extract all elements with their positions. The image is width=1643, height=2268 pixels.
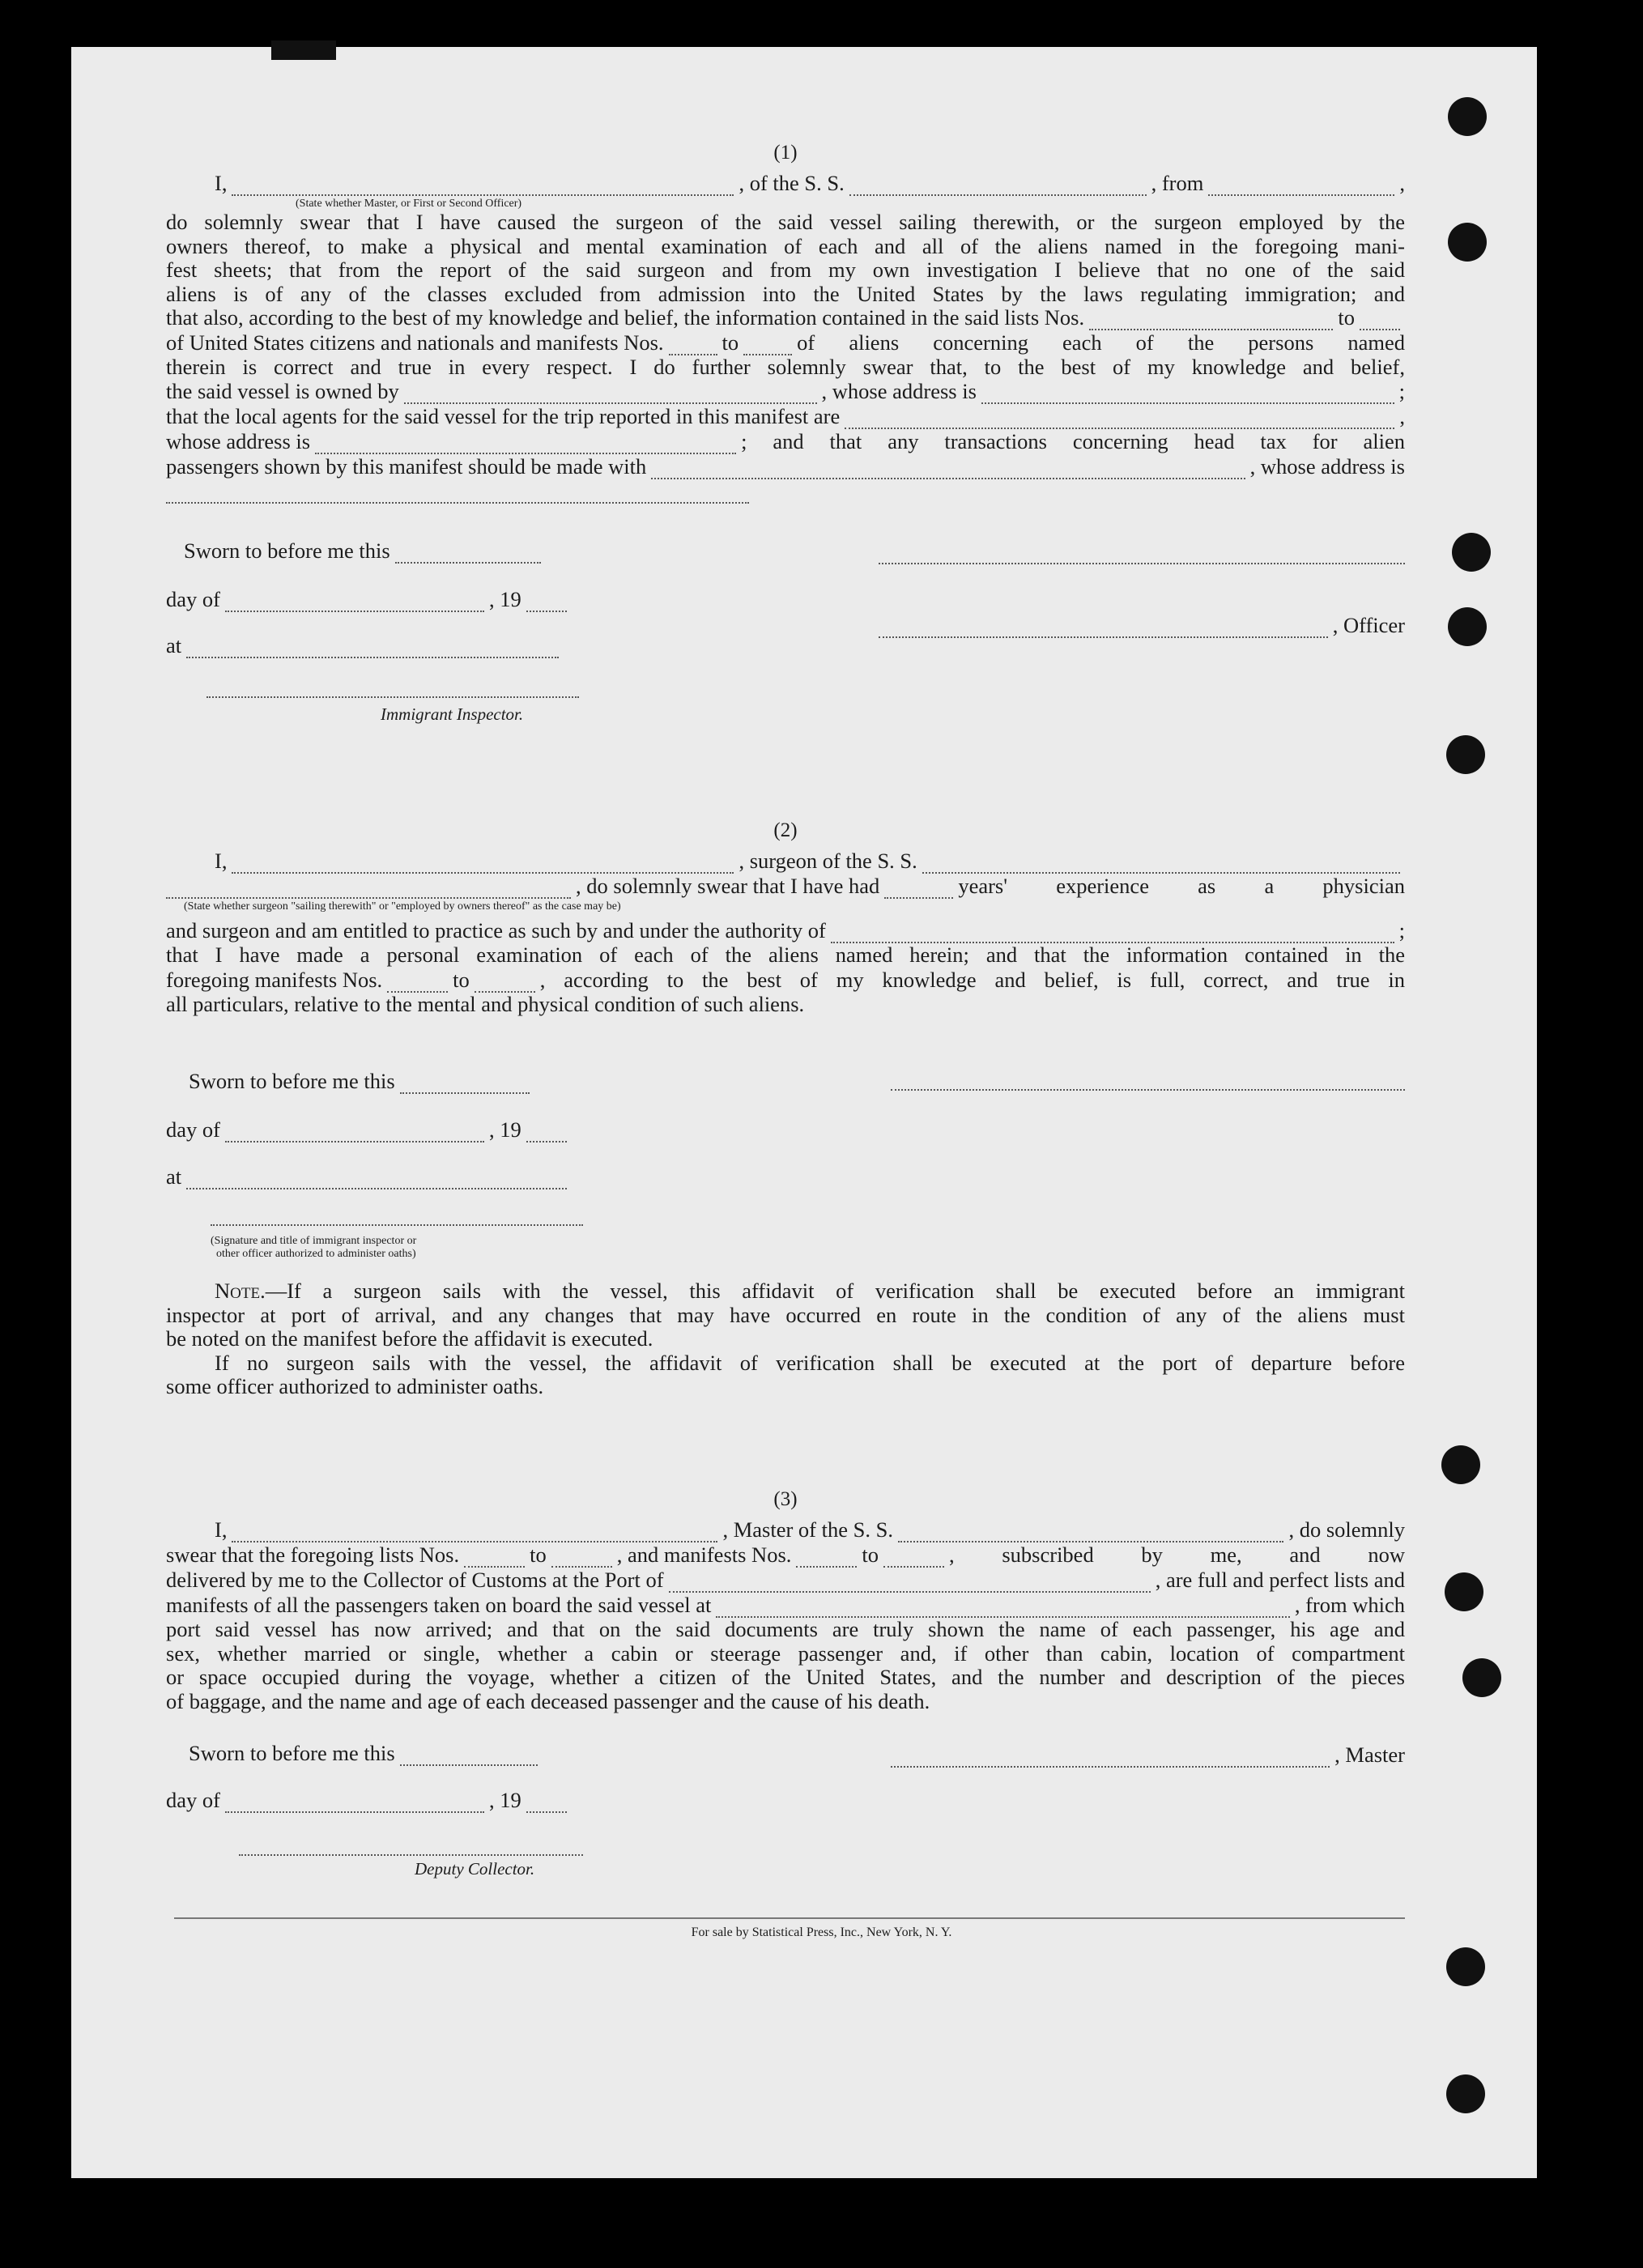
owner-address-field[interactable] [981, 385, 1394, 404]
text: I, [215, 171, 228, 195]
section-1-line-head-tax [166, 454, 1405, 479]
agents-field[interactable] [845, 410, 1394, 429]
lists-to-field[interactable] [1360, 311, 1400, 330]
text: manifests of all the passengers taken on board the said vessel at [166, 1593, 712, 1617]
footer-rule [174, 1917, 1405, 1919]
text: , 19 [488, 1788, 521, 1812]
text: passengers shown by this manifest should be made with [166, 454, 647, 479]
collector-signature-line[interactable] [239, 1854, 583, 1856]
day-of-line [166, 1117, 747, 1143]
section-1-line: owners thereof, to make a physical and mental examination of each and all of the aliens named in the foregoing mani- [166, 233, 1405, 258]
text: day of [166, 1117, 220, 1142]
surgeon-manifests-from-field[interactable] [387, 973, 448, 993]
text: to [453, 967, 470, 992]
punch-hole [1446, 2074, 1485, 2113]
text: , Master [1334, 1742, 1405, 1767]
day-of-line [166, 1788, 747, 1813]
top-clip [271, 40, 336, 60]
section-1-signature-block [166, 538, 1405, 733]
officer-line [879, 613, 1405, 638]
section-1-line-agent-address [166, 429, 1405, 454]
year-field[interactable] [526, 593, 567, 612]
section-3-heading: (3) [773, 1488, 798, 1510]
text: years' experience as a physician [958, 874, 1405, 898]
text: of aliens concerning each of the persons named [797, 330, 1405, 355]
officer-signature-line[interactable] [211, 1224, 583, 1226]
text: to [530, 1542, 547, 1567]
officer-rank-note: (State whether Master, or First or Second Officer) [296, 198, 522, 210]
text: , do solemnly [1288, 1517, 1405, 1542]
text: , according to the best of my knowledge and belief, is full, correct, and true in [539, 967, 1405, 992]
printer-footer: For sale by Statistical Press, Inc., New York, N. Y. [691, 1925, 952, 1939]
surgeon-signature-line[interactable] [891, 1089, 1405, 1091]
head-tax-party-field[interactable] [651, 460, 1245, 479]
lists-from-field[interactable] [1089, 311, 1333, 330]
master-signature-line[interactable] [879, 563, 1405, 564]
text: to [862, 1542, 879, 1567]
month-field[interactable] [225, 593, 484, 612]
sworn-date-field[interactable] [400, 1074, 530, 1094]
punch-hole [1448, 97, 1487, 136]
text: , Officer [1332, 613, 1405, 637]
text: at [166, 1164, 182, 1189]
punch-hole [1446, 1947, 1485, 1986]
signature-note-1: (Signature and title of immigrant inspector or [211, 1235, 417, 1247]
text: , whose address is [821, 379, 977, 403]
month-field[interactable] [225, 1123, 484, 1143]
punch-hole [1446, 735, 1485, 774]
text: , are full and perfect lists and [1155, 1568, 1405, 1592]
text: , whose address is [1249, 454, 1405, 479]
section-1-line-lists [166, 306, 1405, 330]
text: , from which [1294, 1593, 1405, 1617]
at-line [166, 633, 743, 658]
agents-address-field[interactable] [315, 435, 736, 454]
surgeon-type-field[interactable] [166, 879, 571, 899]
section-3 [166, 1488, 1405, 1713]
section-2-line-1 [166, 849, 1405, 874]
section-1-line-agents [166, 404, 1405, 429]
text: , subscribed by me, and now [949, 1542, 1405, 1567]
section-2-line-authority [166, 918, 1405, 943]
sworn-date-field[interactable] [395, 544, 541, 564]
text: that also, according to the best of my knowledge and belief, the information contained in the said lists Nos. [166, 305, 1085, 330]
sworn-line [189, 1069, 747, 1094]
place-field[interactable] [186, 1170, 567, 1189]
text: the said vessel is owned by [166, 379, 399, 403]
text: day of [166, 587, 220, 611]
note-line-3: be noted on the manifest before the affidavit is executed. [166, 1326, 653, 1351]
punch-hole [1441, 1445, 1480, 1484]
section-1 [166, 142, 1405, 504]
signature-note-2: other officer authorized to administer oaths) [216, 1248, 416, 1260]
at-line [166, 1164, 747, 1189]
sworn-date-field[interactable] [400, 1747, 538, 1766]
master-line [891, 1742, 1405, 1768]
section-2-line: that I have made a personal examination of each of the aliens named herein; and that the information contained in the [166, 943, 1405, 967]
text: , 19 [488, 587, 521, 611]
text: —If a surgeon sails with the vessel, this affidavit of verification shall be executed before an immigrant [265, 1279, 1405, 1303]
punch-hole [1448, 607, 1487, 646]
punch-hole [1452, 533, 1491, 572]
officer-signature-field[interactable] [879, 619, 1328, 638]
section-1-line-manifests [166, 330, 1405, 355]
text: ; and that any transactions concerning head tax for alien [741, 429, 1405, 453]
text: I, [215, 849, 228, 873]
text: , [1399, 404, 1405, 428]
text: , 19 [488, 1117, 521, 1142]
text: ; [1398, 379, 1405, 403]
section-1-line: do solemnly swear that I have caused the surgeon of the said vessel sailing therewith, or the surgeon employed by the [166, 210, 1405, 234]
note-label: Note. [215, 1279, 266, 1303]
authority-field[interactable] [831, 924, 1394, 943]
master-ship-field[interactable] [898, 1523, 1283, 1542]
section-1-line-head-tax-address [166, 479, 1405, 504]
note-line-4: If no surgeon sails with the vessel, the affidavit of verification shall be executed at the port of departure before [215, 1350, 1405, 1375]
text: at [166, 633, 182, 657]
section-3-line: or space occupied during the voyage, whether a citizen of the United States, and the number and description of the pieces [166, 1665, 1405, 1689]
year-field[interactable] [526, 1123, 567, 1143]
month-field[interactable] [225, 1794, 484, 1813]
section-2-line: all particulars, relative to the mental and physical condition of such aliens. [166, 991, 805, 1016]
surgeon-manifests-to-field[interactable] [475, 973, 535, 993]
text: , from [1151, 171, 1204, 195]
text: , do solemnly swear that I have had [576, 874, 880, 898]
verification-note [166, 1279, 1405, 1399]
section-2-heading: (2) [773, 819, 798, 841]
inspector-caption: Immigrant Inspector. [381, 704, 524, 724]
manifests-from-field[interactable] [669, 336, 717, 355]
master-signature-field[interactable] [891, 1748, 1330, 1768]
text: of United States citizens and nationals and manifests Nos. [166, 330, 664, 355]
section-3-line: port said vessel has now arrived; and that on the said documents are truly shown the name of each passenger, his age and [166, 1617, 1405, 1641]
sworn-line [189, 1741, 747, 1766]
punch-hole [1445, 1572, 1483, 1611]
officer-rank-field[interactable] [232, 177, 734, 196]
text: that the local agents for the said vessel for the trip reported in this manifest are [166, 404, 841, 428]
text: , Master of the S. S. [722, 1517, 893, 1542]
text: and surgeon and am entitled to practice as such by and under the authority of [166, 918, 826, 943]
note-line-5: some officer authorized to administer oaths. [166, 1374, 544, 1398]
section-2-signature-block [166, 1069, 1405, 1263]
text: , surgeon of the S. S. [738, 849, 917, 873]
surgeon-name-field[interactable] [232, 854, 734, 874]
text: Sworn to before me this [184, 538, 390, 563]
section-3-line-4 [166, 1593, 1405, 1618]
text: , and manifests Nos. [616, 1542, 792, 1567]
text: , [1399, 171, 1405, 195]
head-tax-address-field[interactable] [166, 484, 749, 504]
section-1-heading: (1) [773, 142, 798, 164]
punch-hole [1448, 223, 1487, 262]
section-3-line: of baggage, and the name and age of each deceased passenger and the cause of his death. [166, 1688, 930, 1713]
section-1-line: therein is correct and true in every respect. I do further solemnly swear that, to the best of my knowledge and belief, [166, 354, 1405, 379]
text: swear that the foregoing lists Nos. [166, 1542, 460, 1567]
surgeon-ship-field[interactable] [922, 854, 1400, 874]
manifests-to-field[interactable] [883, 1548, 944, 1568]
text: foregoing manifests Nos. [166, 967, 383, 992]
text: whose address is [166, 429, 311, 453]
punch-hole [1462, 1658, 1501, 1697]
section-3-line: sex, whether married or single, whether a cabin or steerage passenger and, if other than cabin, location of compartment [166, 1640, 1405, 1666]
section-3-line-2 [166, 1542, 1405, 1568]
section-3-line-3 [166, 1568, 1405, 1593]
text: to [721, 330, 739, 355]
text: Sworn to before me this [189, 1069, 395, 1093]
master-name-field[interactable] [232, 1523, 717, 1542]
text: delivered by me to the Collector of Customs at the Port of [166, 1568, 664, 1592]
section-3-line-1 [166, 1517, 1405, 1542]
surgeon-type-note: (State whether surgeon "sailing therewith" or "employed by owners thereof" as the case may be) [184, 900, 621, 913]
manifests-to-field[interactable] [743, 336, 792, 355]
year-field[interactable] [526, 1794, 567, 1813]
ship-name-field[interactable] [849, 177, 1147, 196]
section-1-line-owner [166, 379, 1405, 404]
place-field[interactable] [186, 639, 559, 658]
lists-to-field[interactable] [551, 1548, 612, 1568]
years-field[interactable] [884, 879, 953, 899]
section-2-line-2 [166, 874, 1405, 899]
section-2 [166, 819, 1405, 1016]
section-1-line: fest sheets; that from the report of the said surgeon and from my own investigation I believe that no one of the said [166, 257, 1405, 282]
owner-field[interactable] [404, 385, 817, 404]
text: I, [215, 1517, 228, 1542]
section-2-line-manifests [166, 968, 1405, 993]
text: , of the S. S. [738, 171, 845, 195]
day-of-line [166, 587, 743, 612]
text: to [1338, 305, 1355, 330]
note-line-1 [166, 1279, 1405, 1304]
customs-port-field[interactable] [669, 1573, 1151, 1593]
text: ; [1398, 918, 1405, 943]
sworn-line [184, 538, 743, 564]
text: Sworn to before me this [189, 1741, 395, 1765]
section-1-line-1 [166, 171, 1405, 196]
manifests-from-field[interactable] [796, 1548, 857, 1568]
note-line-2: inspector at port of arrival, and any changes that may have occurred en route in the condition of any of the aliens must [166, 1302, 1405, 1327]
section-3-signature-block [166, 1741, 1405, 1887]
inspector-signature-line[interactable] [206, 696, 579, 698]
collector-caption: Deputy Collector. [415, 1859, 535, 1879]
boarding-port-field[interactable] [716, 1598, 1290, 1618]
lists-from-field[interactable] [464, 1548, 525, 1568]
text: day of [166, 1788, 220, 1812]
section-1-line: aliens is of any of the classes excluded from admission into the United States by the laws regulating immigration; and [166, 281, 1405, 306]
departure-port-field[interactable] [1208, 177, 1394, 196]
